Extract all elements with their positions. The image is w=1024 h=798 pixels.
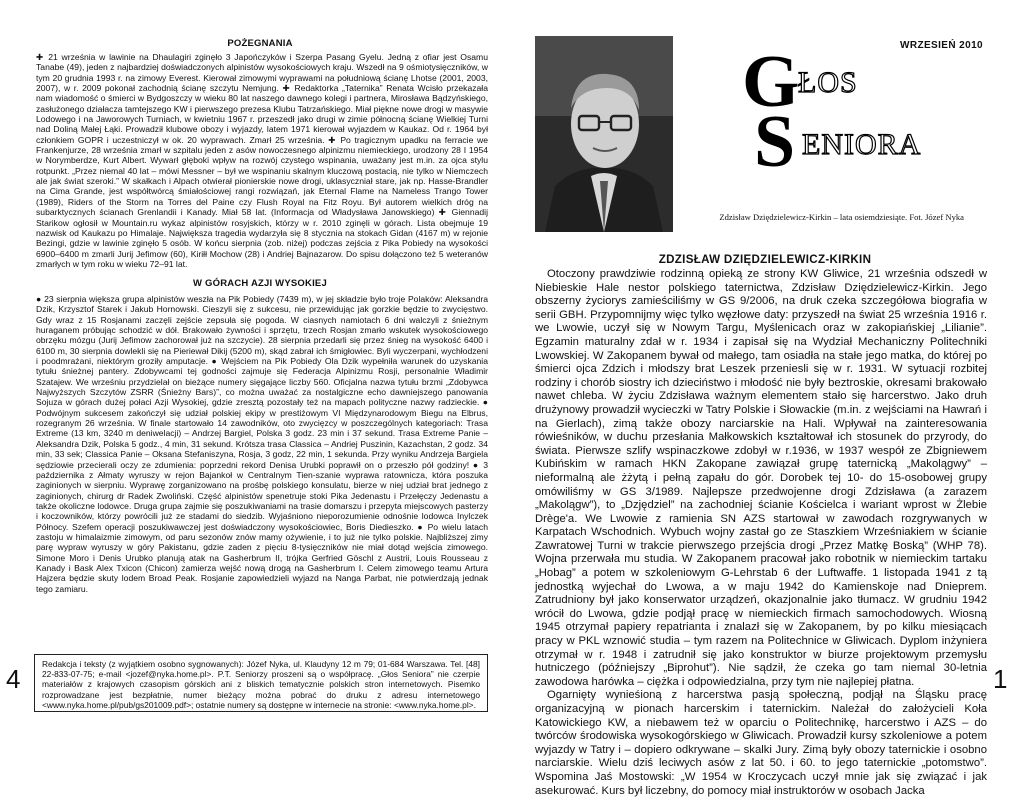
logo-letter-g: G: [742, 41, 800, 123]
editorial-box: Redakcja i teksty (z wyjątkiem osobno sygnowanych): Józef Nyka, ul. Klaudyny 12 m 79; 01-684 Warszawa. Tel. [48] 22-833-07-75; e-mail <jozef@nyka.home.pl>. P.T. Seniorzy proszeni są o współpracę. „Głos Seniora” nie czerpie materiałów z krajowych czasopism górskich ani z bliskich tematycznie polskich stron internetowych. Pisemko rozprowadzane jest bezpłatnie, numer bieżący można pobrać do druku z adresu internetowego <www.nyka.home.pl/pub/gs201009.pdf>; ostatnie numery są dostępne w internecie na stronie: <www.nyka.home.pl>.: [34, 654, 488, 712]
azja-text: ● 23 sierpnia większa grupa alpinistów weszła na Pik Pobiedy (7439 m), w jej składzie było troje Polaków: Aleksandra Dzik, Krzysztof Starek i Jakub Hornowski. Cieszyli się z sukcesu, nie przewidując jak gorzkie będzie to zwycięstwo. Gdy wraz z 15 Rosjanami zaczęli zejście zepsuła się pogoda. W ciasnych namiotach 6 dni walczyli z śnieżnym huraganem próbując schodzić w dół. Brakowało żywności i sprzętu, trzech Rosjan zmarło wskutek wysokościowego obrzęku mózgu (Jurij Jefimow zachorował już na szczycie). 28 sierpnia przedarli się przez śnieg na wysokość 6400 i 6100 m, 30 sierpnia dowlekli się na Pieriewał Dikij (5200 m), skąd zabrał ich śmigłowiec. Byli wyczerpani, wychłodzeni i poodmrażani, niektórym groziły amputacje. ● Wejściem na Pik Pobiedy Ola Dzik wypełniła warunek do uzyskania tytułu śnieżnej pantery. Zdobywcami tej godności zajmuje się Federacja Alpinizmu Rosji, personalnie Władimir Szatajew. We wrześniu przydzielał on bieżące numery sięgające liczby 560. Oficjalna nazwa tytułu brzmi „Zdobywca Najwyższych Szczytów ZSRR (Śnieżny Bars)”, co można uważać za nostalgiczne echo dawniejszego panowania Sojuza w górach dużej połaci Azji Wysokiej, gdzie zresztą pozostały też na mapach polityczne nazwy radzieckie. ● Podwójnym sukcesem zakończył się udział polskiej ekipy w prestiżowym VI Międzynarodowym Biegu na Elbrus, rozegranym 26 września. W finale startowało 14 zawodników, oto zwycięzcy w poszczególnych kategoriach: Trasa Extreme (13 km, 3240 m deniwelacji) – Andrzej Bargiel, Polska 3 godz. 23 min i 37 sekund. Trasa Extreme Panie – Aleksandra Dzik, Polska 5 godz., 4 min, 31 sekund. Krótsza trasa Classica – Andriej Puszinin, Kazachstan, 2 godz. 34 min, 33 sek; Classica Panie – Oksana Stefaniszyna, Rosja, 3 godz, 22 min, 1 sekunda. Przy wyniku Andrzeja Bargiela sędziowie przecierali oczy ze zdumienia: poprzedni rekord Denisa Urubki poprawił on o przeszło pół godziny! ● 3 października z Ałmaty wyruszy w rejon Bajankoł w Centralnym Tien-szanie wyprawa ratownicza, która poszuka zaginionych w sierpniu. Wyprawę zorganizowano na prośbę polskiego konsulatu, bierze w niej udział brat jednego z zaginionych, chirurg dr Radek Zwoliński. Część alpinistów spenetruje stoki Pika Jedenastu i Przełęczy Jedenastu a także okoliczne lodowce. Druga grupa zajmie się poszukiwaniami na trasie domarszu i przepyta miejscowych pasterzy i koczowników, którzy powrócili już ze stadami do siedzib. Wyjaśniono nieporozumienie odnośnie lodowca Inylczek Północy. Szefem operacji poszukiwawczej jest doświadczony wysokościowiec, Boris Diedieszko. ● Po wielu latach zastoju w himalaizmie zimowym, od paru sezonów znów mamy ożywienie, i to już nie tylko polskie. Najbliższej zimy parę wypraw wyruszy w góry Pakistanu, gdzie zaden z pięciu 8-tysięczników nie miał dotąd wejścia zimowego. Simone Moro i Denis Urubko planują atak na Gasherbrum II, trójka Gerfried Göschl z Austrii, Louis Rousseau z Kanady i Bask Alex Txicon (Chicon) zamierza wejść nową drogą na Gasherbrum I. Celem zimowego teamu Artura Hajzera będzie skuty lodem Broad Peak. Rosjanie zapowiedzieli wyjazd na Nanga Parbat, nie potwierdzają jednak tego zamiaru.: [36, 294, 488, 594]
biography-paragraph-1: Otoczony prawdziwie rodzinną opieką ze strony KW Gliwice, 21 września odszedł w Niebieskie Hale nestor polskiego taternictwa, Zdzisław Dziędzielewicz-Kirkin. Jego obszerny życiorys zamieściliśmy w GS 9/2006, na druk czeka szczegółowa biografia w serii GBH. Przypomnijmy więc tylko węzłowe daty: przyszedł na świat 25 września 1916 r. we Lwowie, uczył się w Nowym Targu, Myślenicach oraz w zakopiańskiej „Lilianie”. Egzamin maturalny zdał w r. 1934 i zapisał się na Wydział Mechaniczny Politechniki Lwowskiej. W Zakopanem bywał od małego, tam osiadła na stałe jego matka, do której po śmierci ojca Zdzich i młodszy brat Leszek przeniesli się w r. 1931. W sytuacji rozbitej rodziny i chorób siostry ich dzieciństwo i młodość nie były beztroskie, okresami brakowało nawet chleba. W życiu Zdzisława ważnym elementem stało się harcerstwo. Jako druh drużynowy prowadził wycieczki w Tatry Polskie i Słowackie (m.in. z wejściami na Hawrań i na Gierlach), zimą także obozy narciarskie na Hali. Wpływał na zainteresowania rówieśników, w duchu przesłania Małkowskich kształtował ich stosunek do przyrody, do świata. Pierwsze szlify wspinaczkowe zdobył w r.1936, w 1937 wespół ze Zbigniewem Kubińskim w ramach HKN Zakopane zawiązał grupę taternicką „Makolągwy” – nieformalną ale żżytą i pełną zapału do gór. Dorobek tej 10- do 15-osobowej grupy omówiliśmy w GS 3/1989. Najlepsze przedwojenne drogi Zdzisława (a zarazem „Makolągw”), to „Dzjędziel” na zachodniej ścianie Kościelca i wariant wprost w Żlebie Drège'a. We Lwowie z ramienia SN AZS startował w zawodach rozgrywanych w Karpatach Wschodnich. Wybuch wojny zastał go ze Staszkiem Wrześniakiem w ścianie Zawratowej Turni w trakcie pierwszego przejścia drogi „Przez Matkę Boską” (WHP 78). Wojna przerwała mu studia. W Zakopanem pracował jako robotnik w niemieckim tartaku „Hobag” a potem w szkoleniowym G-Lehrstab 6 der Luftwaffe. 1 listopada 1941 z tą jednostką wyjechał do Lwowa, a w maju 1942 do Kamienskoje nad Dnieprem. Zatrudniony był jako konserwator urządzeń, okazjonalnie jako tłumacz. W grudniu 1942 wrócił do Lwowa, gdzie podjął pracę w niemieckich firmach samochodowych. Wiosną 1945 otrzymał papiery repatrianta i znalazł się w Zakopanem, by po kilku miesiącach pracy w PKL wznowić studia – tym razem na Politechnice w Gliwicach. Dyplom inżyniera otrzymał w r. 1948 i zatrudnił się jako konstruktor w biurze projektowym przemysłu hutniczego (późniejszy „Biprohut”). Nie sądził, że czeka go tam niemal 30-letnia zawodowa harówka – ciężka i odpowiedzialna, przy tym nie najlepiej płatna.: [535, 268, 987, 688]
page-number-left: 4: [6, 664, 21, 694]
logo-letter-s: S: [754, 101, 796, 183]
logo-word-eniora: ENIORA: [802, 128, 922, 161]
biography-article: [535, 268, 987, 798]
azja-article: [36, 294, 488, 594]
issue-date: WRZESIEŃ 2010: [900, 40, 984, 51]
portrait-photo: [535, 36, 673, 232]
page-number-right: 1: [993, 664, 1008, 694]
farewell-heading: POŻEGNANIA: [227, 38, 293, 49]
azja-heading: W GÓRACH AZJI WYSOKIEJ: [193, 278, 327, 289]
portrait-image: [535, 36, 673, 232]
farewell-text: ✚ 21 września w lawinie na Dhaulagiri zginęło 3 Japończyków i Szerpa Pasang Gyelu. Jedną z ofiar jest Osamu Tanabe (49), jeden z najbardziej doświadczonych alpinistów wysokościowych kraju. Wszedł na 9 ośmiotysięczników, w tym 20 grudnia 1993 r. na zimowy Everest. Kierował zimowymi wyprawami na południową ścianę Lhotse (2001, 2003, 2007), w r. 2009 pokonał zachodnią ścianę szczytu Nemjung. ✚ Redaktorka „Taternika” Renata Wcisło przekazała nam wiadomość o śmierci w Bydgoszczy w wieku 80 lat naszego dawnego kolegi i partnera, Mirosława Bądzyńskiego, zasłużonego działacza tamtejszego KW i pierwszego prezesa Klubu Tatrzańskiego. Miał piękne nowe drogi w masywie Lodowego i na Jaworowych Turniach, w kwietniu 1967 r. przeszedł jako drugi w zimie północną ścianę Wielkiej Turni nad Doliną Małej Łąki. Prowadził klubowe obozy i wyjazdy, latem 1971 kierował wyjazdem w Kaukaz. Od r. 1964 był członkiem GOPR i uczestniczył w ok. 20 wyprawach. Zmarł 25 września. ✚ Po tragicznym upadku na ferracie we Frankenjurze, 28 września zmarł w szpitalu jeden z asów nowoczesnego alpinizmu niemieckiego, urodzony 28 I 1954 w Norymberdze, Kurt Albert. Wywarł głęboki wpływ na rozwój czystego wspinania, uważany jest m.in. za ojca stylu rotpunkt. „Przez niemal 40 lat – mówi Messner – był we wspinaniu skalnym kluczową postacią, nie tylko w Niemczech ale jak świat szeroki.” W skałkach i Alpach otwierał pionierskie nowe drogi, uklasyczniał stare, jak np. Hasse-Brandler na Cima Grande, jest współtwórcą śmiałościowej rangi rozwiązań, jak Eternal Flame na Nameless Trango Tower (1989), Riders of the Storm na Torres del Paine czy Flush Royal na Fitz Royu. Był autorem wielkich dróg na subarktycznych ścianach Grenlandii i Kanady. Miał 58 lat. (Informacja od Władysława Janowskiego) ✚ Giennadij Starikow ogłosił w Mountain.ru wykaz alpinistów rosyjskich, którzy w r. 2010 zginęli w górach. Lista obejmuje 19 nazwisk od Kaukazu po Himalaje. Największa tragedia wydarzyła się 8 stycznia na stokach Gidan (4167 m) w rejonie Bezingi, gdzie w lawinie zginęło 5 osób. W końcu sierpnia (zob. niżej) podczas zejścia z Pika Pobiedy na wysokości 6900–6400 m zmarli Jurij Jefimow (60), Kiriłł Mochow (28) i Andriej Bajnazarow. Do spisu dołączono też 5 weteranów zmarłych w tym roku w wieku 72–91 lat.: [36, 52, 488, 269]
photo-caption: Zdzisław Dziędzielewicz-Kirkin – lata osiemdziesiąte. Fot. Józef Nyka: [719, 212, 964, 222]
biography-paragraph-2: Ogarnięty wynieśioną z harcerstwa pasją społeczną, podjął na Śląsku pracę organizacyjną w pionach harcerskim i taternickim. Należał do założycieli Koła Katowickiego KW, a niebawem też w oparciu o Politechnikę, harcerstwo i AZS – do twórców środowiska wysokogórskiego w Gliwicach. Prowadził kursy szkoleniowe a potem wyjazdy w Tatry i – dopiero odkrywane – skalki Jury. Zimą były obozy taternickie i osobno narciarskie. Wielu dziś leciwych asów z lat 50. i 60. to jego taternickie „potomstwo”. Wspomina Jaś Mostowski: „W 1954 w Kroczycach uczył mnie jak się związać i jak asekurować. Kurs był liczebny, do pomocy miał instruktorów w osobach Jacka: [535, 689, 987, 797]
farewell-article: [36, 52, 488, 269]
article-title: ZDZISŁAW DZIĘDZIELEWICZ-KIRKIN: [658, 253, 872, 266]
logo-word-los: ŁOS: [798, 66, 858, 99]
